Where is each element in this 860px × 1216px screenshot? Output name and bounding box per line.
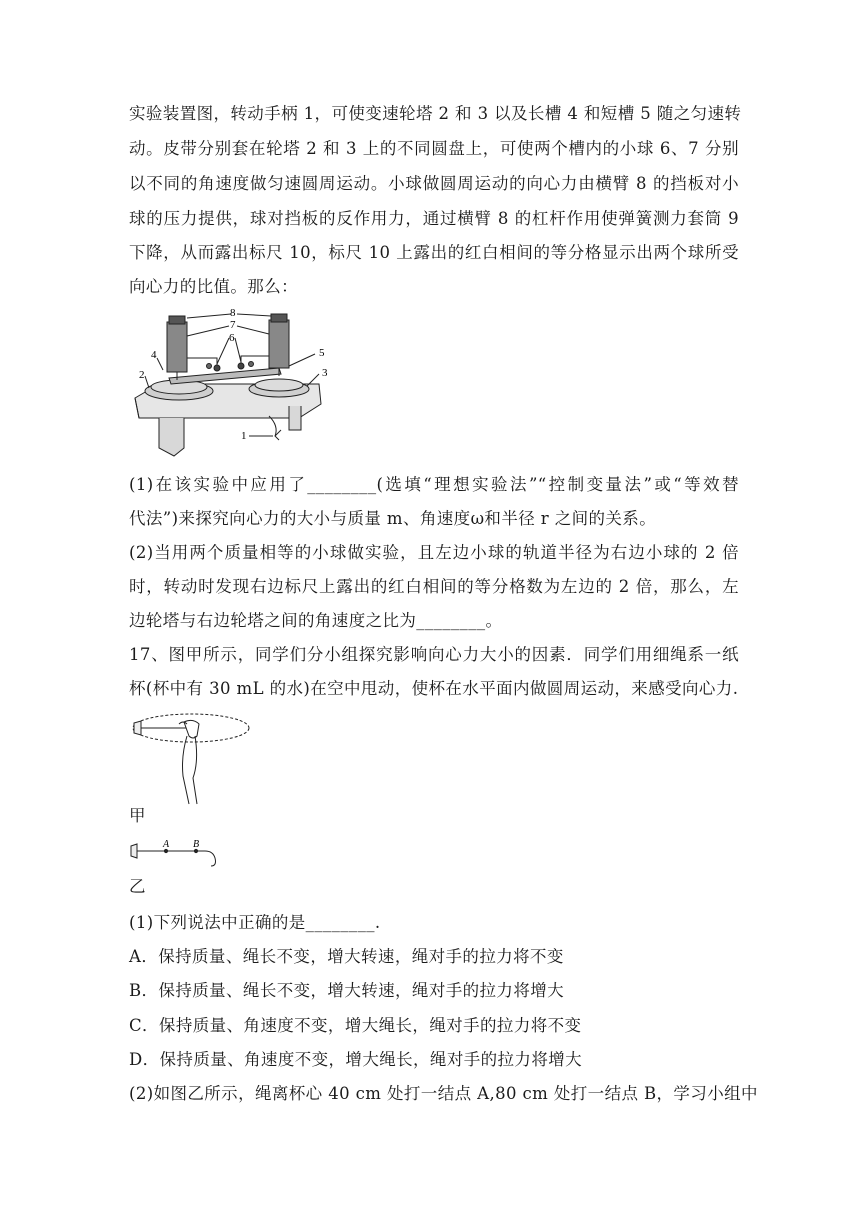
figure-label: 5 (319, 347, 325, 359)
figure-label: 3 (322, 367, 328, 379)
centripetal-apparatus-figure (129, 306, 339, 466)
knot-label: A (163, 839, 170, 850)
q16-part1-line: 代法”)来探究向心力的大小与质量 m、角速度ω和半径 r 之间的关系。 (129, 509, 657, 528)
figure-caption-a: 甲 (129, 806, 146, 825)
q17-option-c: C．保持质量、角速度不变，增大绳长，绳对手的拉力将不变 (129, 1016, 582, 1035)
q17-sub1: (1)下列说法中正确的是________. (129, 913, 381, 932)
figure-label: 8 (230, 307, 236, 319)
q16-part2-line: 边轮塔与右边轮塔之间的角速度之比为________。 (129, 611, 503, 630)
q16-part2-line: 时，转动时发现右边标尺上露出的红白相间的等分格数为左边的 2 倍，那么，左 (129, 577, 739, 596)
intro-line: 实验装置图，转动手柄 1，可使变速轮塔 2 和 3 以及长槽 4 和短槽 5 随之匀速转 (129, 104, 742, 123)
q17-option-b: B．保持质量、绳长不变，增大转速，绳对手的拉力将增大 (129, 981, 565, 1000)
q16-part1-line: (1)在该实验中应用了________(选填“理想实验法”“控制变量法”或“等效替 (129, 475, 739, 494)
figure-label: 6 (229, 332, 235, 344)
intro-line: 向心力的比值。那么： (129, 277, 298, 296)
intro-line: 球的压力提供，球对挡板的反作用力，通过横臂 8 的杠杆作用使弹簧测力套筒 9 (129, 209, 739, 228)
q16-part2-line: (2)当用两个质量相等的小球做实验，且左边小球的轨道半径为右边小球的 2 倍 (129, 543, 739, 562)
q17-sub2: (2)如图乙所示，绳离杯心 40 cm 处打一结点 A,80 cm 处打一结点 B，学习小组中 (129, 1084, 758, 1103)
swinging-cup-figure (129, 706, 254, 806)
knotted-string-figure (129, 836, 224, 870)
intro-line: 以不同的角速度做匀速圆周运动。小球做圆周运动的向心力由横臂 8 的挡板对小 (129, 174, 739, 193)
q17-stem-line: 17、图甲所示，同学们分小组探究影响向心力大小的因素．同学们用细绳系一纸 (129, 645, 739, 664)
figure-label: 4 (151, 349, 157, 361)
q17-option-d: D．保持质量、角速度不变，增大绳长，绳对手的拉力将增大 (129, 1050, 583, 1069)
intro-line: 动。皮带分别套在轮塔 2 和 3 上的不同圆盘上，可使两个槽内的小球 6、7 分别 (129, 139, 739, 158)
intro-line: 下降，从而露出标尺 10，标尺 10 上露出的红白相间的等分格显示出两个球所受 (129, 243, 739, 262)
figure-label: 2 (139, 369, 145, 381)
knot-label: B (193, 839, 200, 850)
figure-label: 1 (241, 430, 247, 442)
figure-label: 7 (230, 319, 236, 331)
q17-stem-line: 杯(杯中有 30 mL 的水)在空中甩动，使杯在水平面内做圆周运动，来感受向心力. (129, 679, 739, 698)
figure-caption-b: 乙 (129, 877, 146, 896)
q17-option-a: A．保持质量、绳长不变，增大转速，绳对手的拉力将不变 (129, 947, 564, 966)
